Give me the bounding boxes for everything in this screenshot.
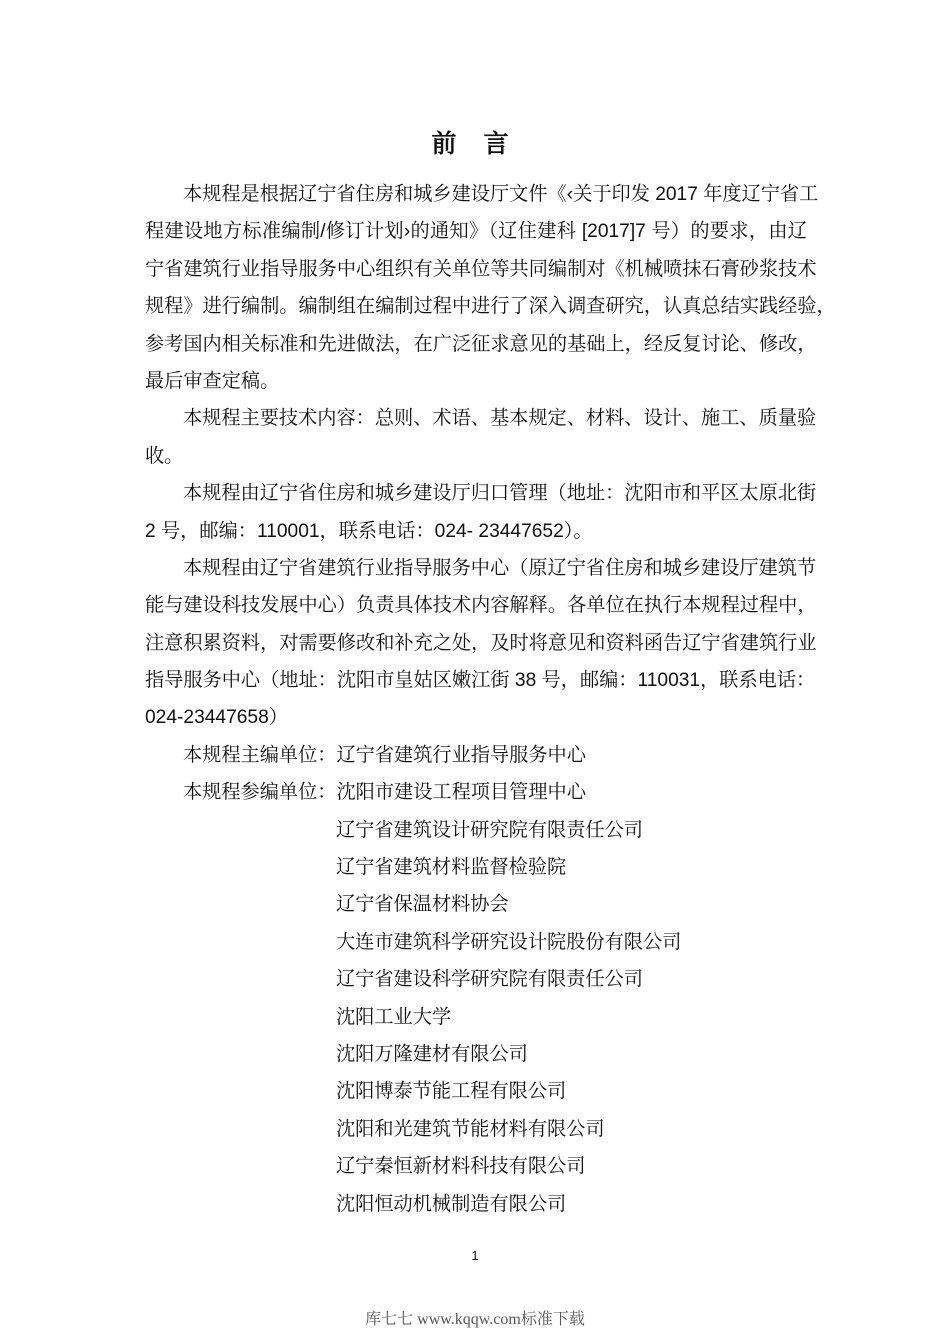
list-item: 辽宁省建筑材料监督检验院: [336, 857, 567, 879]
participating-units-list: [145, 812, 807, 1223]
list-item: 辽宁省建筑设计研究院有限责任公司: [336, 819, 643, 841]
text-line: 本规程是根据辽宁省住房和城乡建设厅文件《‹关于印发 2017 年度辽宁省工: [183, 184, 819, 205]
chief-unit: 本规程主编单位：辽宁省建筑行业指导服务中心: [183, 744, 586, 766]
text-line: 本规程由辽宁省建筑行业指导服务中心（原辽宁省住房和城乡建设厅建筑节: [183, 557, 817, 579]
text-line: 宁省建筑行业指导服务中心组织有关单位等共同编制对《机械喷抹石膏砂浆技术: [145, 258, 817, 280]
text-line: 本规程由辽宁省住房和城乡建设厅归口管理（地址：沈阳市和平区太原北街: [183, 483, 817, 505]
list-item: 沈阳工业大学: [336, 1006, 452, 1028]
text-line: 参考国内相关标准和先进做法，在广泛征求意见的基础上，经反复讨论、修改，: [145, 333, 817, 355]
text-line: 最后审查定稿。: [145, 370, 280, 392]
text-line: 收。: [145, 445, 184, 467]
list-item: 沈阳恒动机械制造有限公司: [336, 1193, 567, 1215]
text-line: 规程》进行编制。编制组在编制过程中进行了深入调查研究，认真总结实践经验，: [145, 296, 836, 318]
paragraph-2: [145, 400, 817, 475]
list-item: 辽宁省保温材料协会: [336, 894, 509, 916]
participating-units-label: 本规程参编单位：沈阳市建设工程项目管理中心: [183, 782, 586, 804]
footer-watermark: 库七七 www.kqqw.com标准下载: [365, 1311, 585, 1328]
list-item: 沈阳和光建筑节能材料有限公司: [336, 1118, 605, 1140]
text-line: 024-23447658）: [145, 707, 288, 729]
text-line: 本规程主要技术内容：总则、术语、基本规定、材料、设计、施工、质量验: [183, 408, 817, 430]
text-line: 程建设地方标准编制/修订计划›的通知》（辽住建科 [2017]7 号）的要求，由辽: [145, 221, 807, 243]
list-item: 沈阳博泰节能工程有限公司: [336, 1081, 567, 1103]
page-title: 前 言: [431, 130, 519, 158]
text-line: 注意积累资料，对需要修改和补充之处，及时将意见和资料函告辽宁省建筑行业: [145, 632, 817, 654]
list-item: 沈阳万隆建材有限公司: [336, 1043, 528, 1065]
text-line: 指导服务中心（地址：沈阳市皇姑区嫩江街 38 号，邮编：110031，联系电话：: [145, 670, 816, 692]
text-line: 能与建设科技发展中心）负责具体技术内容解释。各单位在执行本规程过程中，: [145, 595, 817, 617]
page-number: 1: [471, 1248, 479, 1263]
list-item: 大连市建筑科学研究设计院股份有限公司: [336, 931, 682, 953]
text-line: 2 号，邮编：110001，联系电话：024- 23447652）。: [145, 520, 593, 542]
paragraph-3: [145, 475, 817, 550]
document-body: [145, 176, 836, 1223]
list-item: 辽宁秦恒新材料科技有限公司: [336, 1156, 586, 1178]
list-item: 辽宁省建设科学研究院有限责任公司: [336, 969, 643, 991]
paragraph-4: [145, 550, 817, 737]
paragraph-1: [145, 176, 836, 400]
